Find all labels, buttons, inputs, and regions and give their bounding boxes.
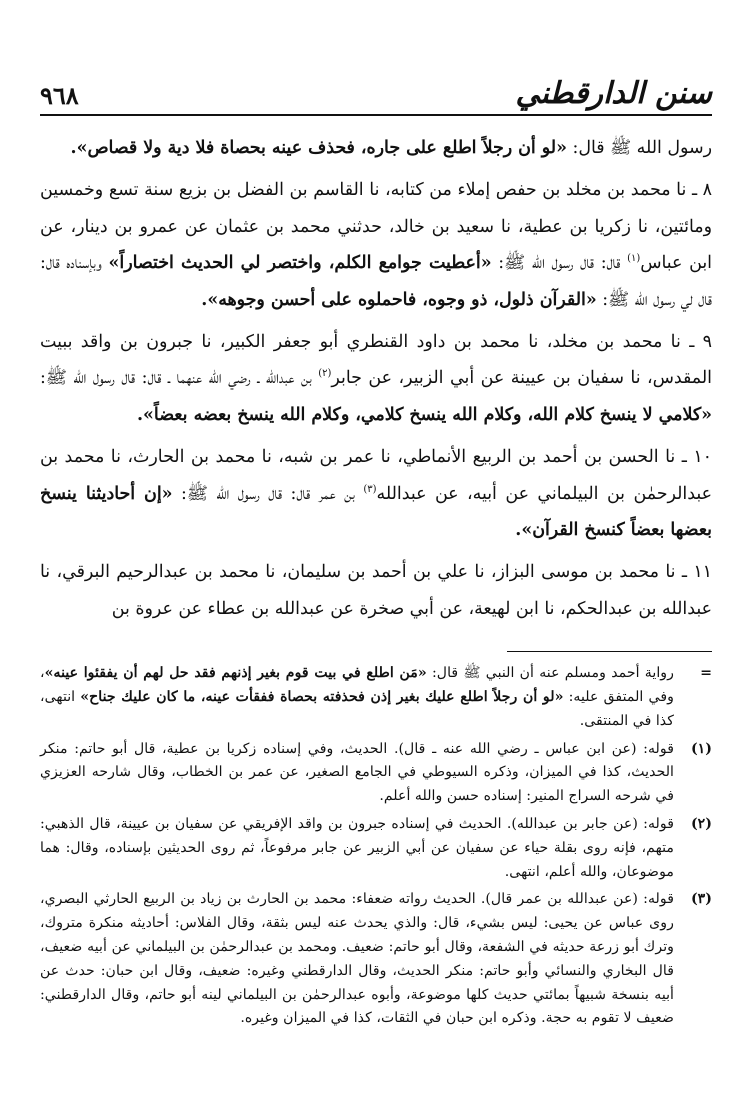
- footnotes: [40, 662, 712, 1031]
- footnote-2: [40, 813, 712, 884]
- footnote-text: قوله: (عن ابن عباس ـ رضي الله عنه ـ قال). الحديث، وفي إسناده زكريا بن عطية، قال أبو حاتم: منكر الحديث، كذا في الميزان، وذكره السيوطي في الجامع الصغير، عن عمر بن الخطاب، وقال شارحه العزيزي في شرحه السراج المنير: إسناده حسن والله أعلم.: [40, 740, 674, 805]
- footnote-label: (٣): [690, 891, 712, 908]
- hadith-number: ١١ ـ: [681, 562, 713, 583]
- hadith-10: [40, 439, 712, 548]
- continuation-mark: =: [700, 665, 712, 682]
- page-header: [40, 70, 712, 116]
- footnote-label: (١): [690, 740, 712, 757]
- hadith-8: [40, 172, 712, 318]
- footnote-continuation: [40, 662, 712, 733]
- hadith-11: [40, 554, 712, 627]
- footnote-body: [40, 662, 674, 733]
- footnote-ref-2[interactable]: (٢): [318, 368, 332, 380]
- hadith-quote: «لو أن رجلاً اطلع على جاره، فحذف عينه بحصاة فلا دية ولا قصاص».: [70, 138, 567, 158]
- isnad-text: نا محمد بن مخلد، نا محمد بن داود القنطري أبو جعفر الكبير، نا جبرون بن واقد ببيت المقدس، نا سفيان بن عيينة عن أبي الزبير، عن جابر: [40, 332, 712, 389]
- narration-text: قال: قال رسول الله ﷺ:: [491, 253, 628, 274]
- narration-text: بن عمر قال: قال رسول الله ﷺ:: [172, 483, 364, 504]
- hadith-number: ٩ ـ: [689, 332, 713, 353]
- hadith-quote: «أعطيت جوامع الكلم، واختصر لي الحديث اختصاراً»: [108, 253, 492, 274]
- footnote-divider: [507, 651, 712, 652]
- continuation-text: رسول الله ﷺ قال:: [566, 138, 712, 158]
- running-title: سنن الدارقطني: [515, 76, 712, 111]
- hadith-quote: «مَن اطلع في بيت قوم بغير إذنهم فقد حل لهم أن يفقئوا عينه»: [44, 665, 427, 682]
- hadith-9: [40, 324, 712, 433]
- hadith-quote: «القرآن ذلول، ذو وجوه، فاحملوه على أحسن وجوهه».: [201, 289, 597, 310]
- footnote-text: قوله: (عن عبدالله بن عمر قال). الحديث رواته ضعفاء: محمد بن الحارث بن زياد بن الربيع الحارثي البصري، روى عباس عن يحيى: ليس بشيء، قال: والذي يحدث عنه ليس بثقة، وقال الفلاس: أحاديثه منكرة متروك، وترك أبو زرعة حديثه في الشفعة، وقال أبو حاتم: ضعيف. ومحمد بن عبدالرحمٰن بن البيلماني عن أبيه ضعيف، قال البخاري والنسائي وأبو حاتم: منكر الحديث، وقال الدارقطني وغيره: ضعيف، وقال ابن حبان: حدث عن أبيه بنسخة شبيهاً بمائتي حديث كلها موضوعة، وأبوه عبدالرحمٰن بن البيلماني لينه أبو حاتم، وقال الدارقطني: ضعيف لا تقوم به حجة. وذكره ابن حبان في الثقات، كذا في الميزان وغيره.: [40, 891, 674, 1027]
- hadith-number: ١٠ ـ: [681, 447, 712, 468]
- hadith-number: ٨ ـ: [691, 180, 713, 201]
- isnad-text: نا الحسن بن أحمد بن الربيع الأنماطي، نا عمر بن شبه، نا محمد بن الحارث، نا محمد بن عبدالرحمٰن بن البيلماني عن أبيه، عن عبدالله: [40, 447, 712, 504]
- page-number: ٩٦٨: [40, 81, 79, 110]
- footnote-text: قوله: (عن جابر بن عبدالله). الحديث في إسناده جبرون بن واقد الإفريقي عن سفيان بن عيينة، قال الذهبي: متهم، فإنه روى بقلة حياء عن سفيان عن أبي الزبير عن جابر مرفوعاً، ثم روى الحديثين بإسناده، وقال: هما موضوعان، والله أعلم، انتهى.: [40, 816, 674, 880]
- page: [40, 70, 712, 1035]
- footnote-label: (٢): [690, 816, 712, 833]
- footnote-text: انتهى، كذا في المنتقى.: [40, 689, 674, 729]
- footnote-ref-1[interactable]: (١): [627, 253, 641, 265]
- footnote-3: [40, 888, 712, 1031]
- main-text: [40, 130, 712, 627]
- hadith-quote: «إن أحاديثنا ينسخ بعضها بعضاً كنسخ القرآن».: [40, 483, 712, 541]
- hadith-quote: «كلامي لا ينسخ كلام الله، وكلام الله ينسخ كلامي، وكلام الله ينسخ بعضه بعضاً».: [136, 404, 712, 425]
- footnote-text: رواية أحمد ومسلم عنه أن النبي ﷺ قال:: [426, 665, 675, 682]
- isnad-text: نا محمد بن موسى البزاز، نا علي بن أحمد بن سليمان، نا محمد بن عبدالرحيم البرقي، نا عبدالله بن عبدالحكم، نا ابن لهيعة، عن أبي صخرة عن عبدالله بن عطاء عن عروة بن: [40, 562, 712, 619]
- footnote-text: ، وفي المتفق عليه:: [40, 665, 674, 706]
- footnote-ref-3[interactable]: (٣): [363, 483, 377, 495]
- narration-text: بن عبدالله ـ رضي الله عنهما ـ قال: قال رسول الله ﷺ:: [40, 368, 319, 389]
- paragraph-continuation: [40, 130, 712, 166]
- footnote-1: [40, 738, 712, 809]
- isnad-text: نا محمد بن مخلد بن حفص إملاء من كتابه، نا القاسم بن الفضل بن بزيع سنة تسع وخمسين ومائتين، نا زكريا بن عطية، نا سعيد بن خالد، حدثني محمد بن عثمان عن عمرو بن دينار، عن ابن عباس: [40, 180, 712, 274]
- narration-text: وبإسناده قال: قال لي رسول الله ﷺ:: [40, 253, 712, 310]
- hadith-quote: «لو أن رجلاً اطلع عليك بغير إذن فحذفته بحصاة ففقأت عينه، ما كان عليك جناح»: [80, 689, 564, 706]
